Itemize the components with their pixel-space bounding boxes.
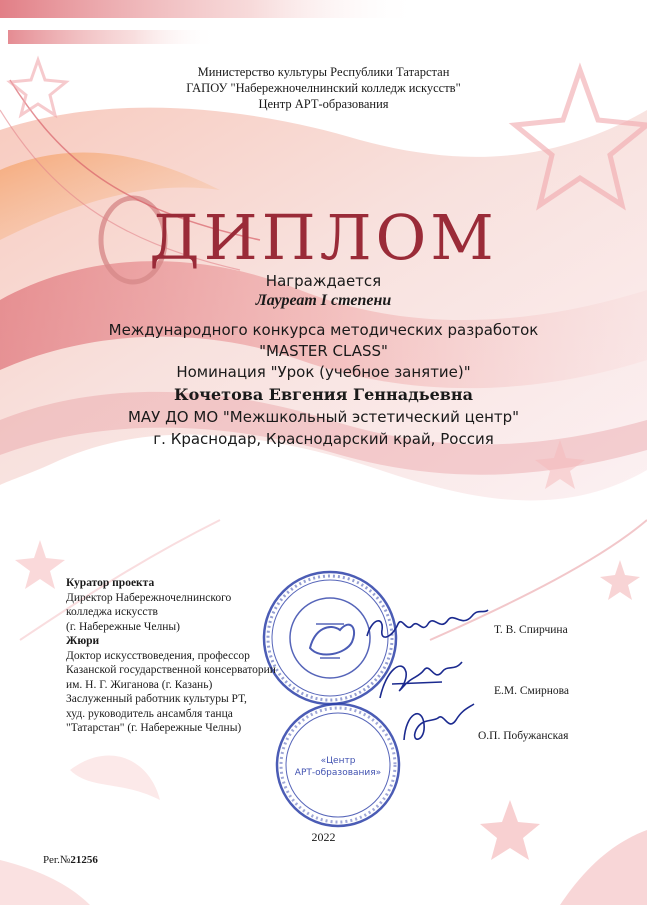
- curator-line: Директор Набережночелнинского: [66, 591, 232, 604]
- contest-line-2: "MASTER CLASS": [259, 342, 388, 360]
- jury1-name: Е.М. Смирнова: [494, 685, 570, 697]
- center-line: Центр АРТ-образования: [258, 97, 389, 111]
- ministry-line: Министерство культуры Республики Татарстан: [197, 65, 450, 79]
- award-intro: Награждается: [265, 272, 382, 290]
- lower-seal-text-2: АРТ-образования»: [294, 768, 382, 778]
- diploma-title: ДИПЛОМ: [149, 201, 498, 274]
- curator-name: Т. В. Спирчина: [494, 624, 568, 636]
- jury1-line: Казанской государственной консерватории: [66, 664, 276, 676]
- jury2-line: "Татарстан" (г. Набережные Челны): [66, 722, 242, 734]
- recipient-location: г. Краснодар, Краснодарский край, Россия: [153, 430, 494, 448]
- college-line: ГАПОУ "Набережночелнинский колледж искусств": [186, 81, 461, 95]
- award-degree: Лауреат I степени: [255, 292, 392, 309]
- jury1-line: Доктор искусствоведения, профессор: [66, 649, 250, 662]
- registration-value: 21256: [70, 854, 98, 866]
- signature-jury-1: [372, 648, 472, 708]
- curator-line: колледжа искусств: [66, 606, 158, 618]
- issue-year: 2022: [311, 830, 336, 844]
- recipient-organization: МАУ ДО МО "Межшкольный эстетический центр": [127, 408, 520, 426]
- signature-curator: [362, 598, 492, 648]
- jury-heading: Жюри: [66, 635, 100, 647]
- organizer-header: [0, 64, 647, 112]
- recipient-name: Кочетова Евгения Геннадьевна: [174, 385, 473, 404]
- registration-number: [43, 853, 98, 868]
- jury2-line: худ. руководитель ансамбля танца: [66, 707, 233, 720]
- jury2-name: О.П. Побужанская: [478, 730, 569, 742]
- lower-seal-text-1: «Центр: [320, 756, 356, 766]
- jury1-line: им. Н. Г. Жиганова (г. Казань): [66, 678, 213, 691]
- contest-name: [0, 320, 647, 383]
- curator-line: (г. Набережные Челны): [66, 620, 180, 633]
- contest-line-1: Международного конкурса методических разработок: [108, 321, 539, 339]
- registration-label: Рег.№: [43, 854, 71, 866]
- jury2-line: Заслуженный работник культуры РТ,: [66, 693, 247, 705]
- round-seal-lower: [272, 700, 404, 830]
- nomination: Номинация "Урок (учебное занятие)": [176, 363, 471, 381]
- curator-block: [66, 576, 276, 736]
- signature-jury-2: [398, 700, 478, 750]
- curator-heading: Куратор проекта: [66, 577, 155, 589]
